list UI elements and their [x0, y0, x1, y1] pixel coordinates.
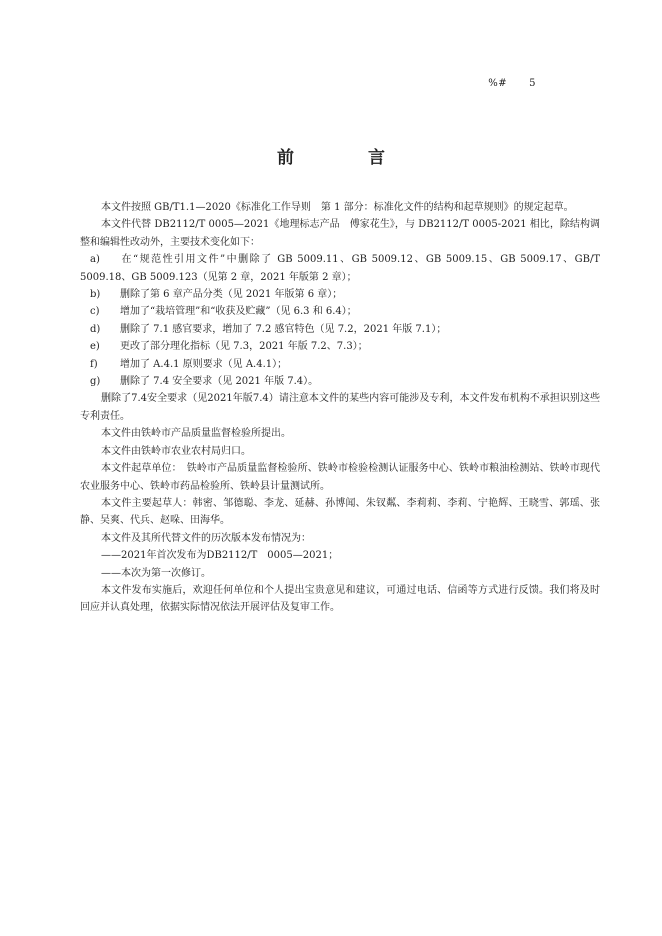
- paragraph-proposer: 本文件由铁岭市产品质量监督检验所提出。: [101, 428, 291, 440]
- list-item: [80, 338, 600, 355]
- paragraph-replacement: 本文件代替 DB2112/T 0005—2021《地理标志产品 傅家花生》，与 DB2112/T 0005-2021 相比，除结构调整和编辑性改动外，主要技术变化如下：: [80, 219, 600, 248]
- list-item: [80, 286, 600, 303]
- paragraph-history-first: ——2021年首次发布为DB2112/T 0005—2021；: [101, 550, 339, 562]
- paragraph-drafters: 本文件主要起草人：韩密、邹德聪、李龙、延赫、孙博闻、朱钗粼、李莉莉、李莉、宁艳辉、王晓雪、郭瑶、张静、吴爽、代兵、赵哚、田海华。: [80, 497, 600, 527]
- list-item: [80, 356, 600, 373]
- list-item-label: c): [90, 306, 100, 318]
- page-header: [488, 78, 536, 89]
- list-item: [80, 321, 600, 338]
- list-item-text: 增加了 A.4.1 原则要求（见 A.4.1）；: [120, 358, 288, 370]
- list-item-text: 删除了 7.4 安全要求（见 2021 年版 7.4）。: [120, 376, 319, 388]
- list-item-text: 更改了部分理化指标（见 7.3，2021 年版 7.2、7.3）；: [120, 341, 368, 353]
- header-mark: %#: [488, 78, 508, 89]
- list-item-label: b): [90, 289, 101, 301]
- paragraph-history-revision: ——本次为第一次修订。: [101, 567, 211, 579]
- paragraph-feedback: 本文件发布实施后，欢迎任何单位和个人提出宝贵意见和建议，可通过电话、信函等方式进行反馈。我们将及时回应并认真处理，依据实际情况依法开展评估及复审工作。: [80, 584, 600, 614]
- page-number: 5: [529, 78, 536, 89]
- list-item: [80, 303, 600, 320]
- paragraph-history-intro: 本文件及其所代替文件的历次版本发布情况为：: [101, 532, 311, 544]
- list-item: [80, 251, 600, 286]
- list-item-text: 在“规范性引用文件”中删除了 GB 5009.11、GB 5009.12、GB 5009.15、GB 5009.17、GB/T 5009.18、GB 5009.123（见第 2 章，2021 年版第 2 章）；: [80, 254, 600, 283]
- list-item: [80, 373, 600, 390]
- list-item-label: g): [90, 376, 101, 388]
- list-item-label: a): [90, 254, 100, 266]
- foreword-body: [80, 199, 600, 617]
- list-item-label: e): [90, 341, 100, 353]
- list-item-text: 删除了 7.1 感官要求，增加了 7.2 感官特色（见 7.2，2021 年版 7.1）；: [120, 323, 447, 335]
- paragraph-patent-notice: 删除了7.4安全要求（见2021年版7.4）请注意本文件的某些内容可能涉及专利，本文件发布机构不承担识别这些专利责任。: [80, 393, 600, 422]
- paragraph-drafting-basis: 本文件按照 GB/T1.1—2020《标准化工作导则 第 1 部分：标准化文件的结构和起草规则》的规定起草。: [101, 202, 574, 213]
- list-item-text: 删除了第 6 章产品分类（见 2021 年版第 6 章）；: [120, 289, 343, 301]
- list-item-label: d): [90, 323, 101, 335]
- paragraph-drafting-units: 本文件起草单位： 铁岭市产品质量监督检验所、铁岭市检验检测认证服务中心、铁岭市粮油检测站、铁岭市现代农业服务中心、铁岭市药品检验所、铁岭县计量测试所。: [80, 463, 600, 492]
- list-item-label: f): [90, 358, 98, 370]
- paragraph-administrator: 本文件由铁岭市农业农村局归口。: [101, 445, 251, 457]
- page-title: 前 言: [277, 148, 419, 168]
- list-item-text: 增加了“栽培管理”和“收获及贮藏”（见 6.3 和 6.4）；: [120, 306, 357, 318]
